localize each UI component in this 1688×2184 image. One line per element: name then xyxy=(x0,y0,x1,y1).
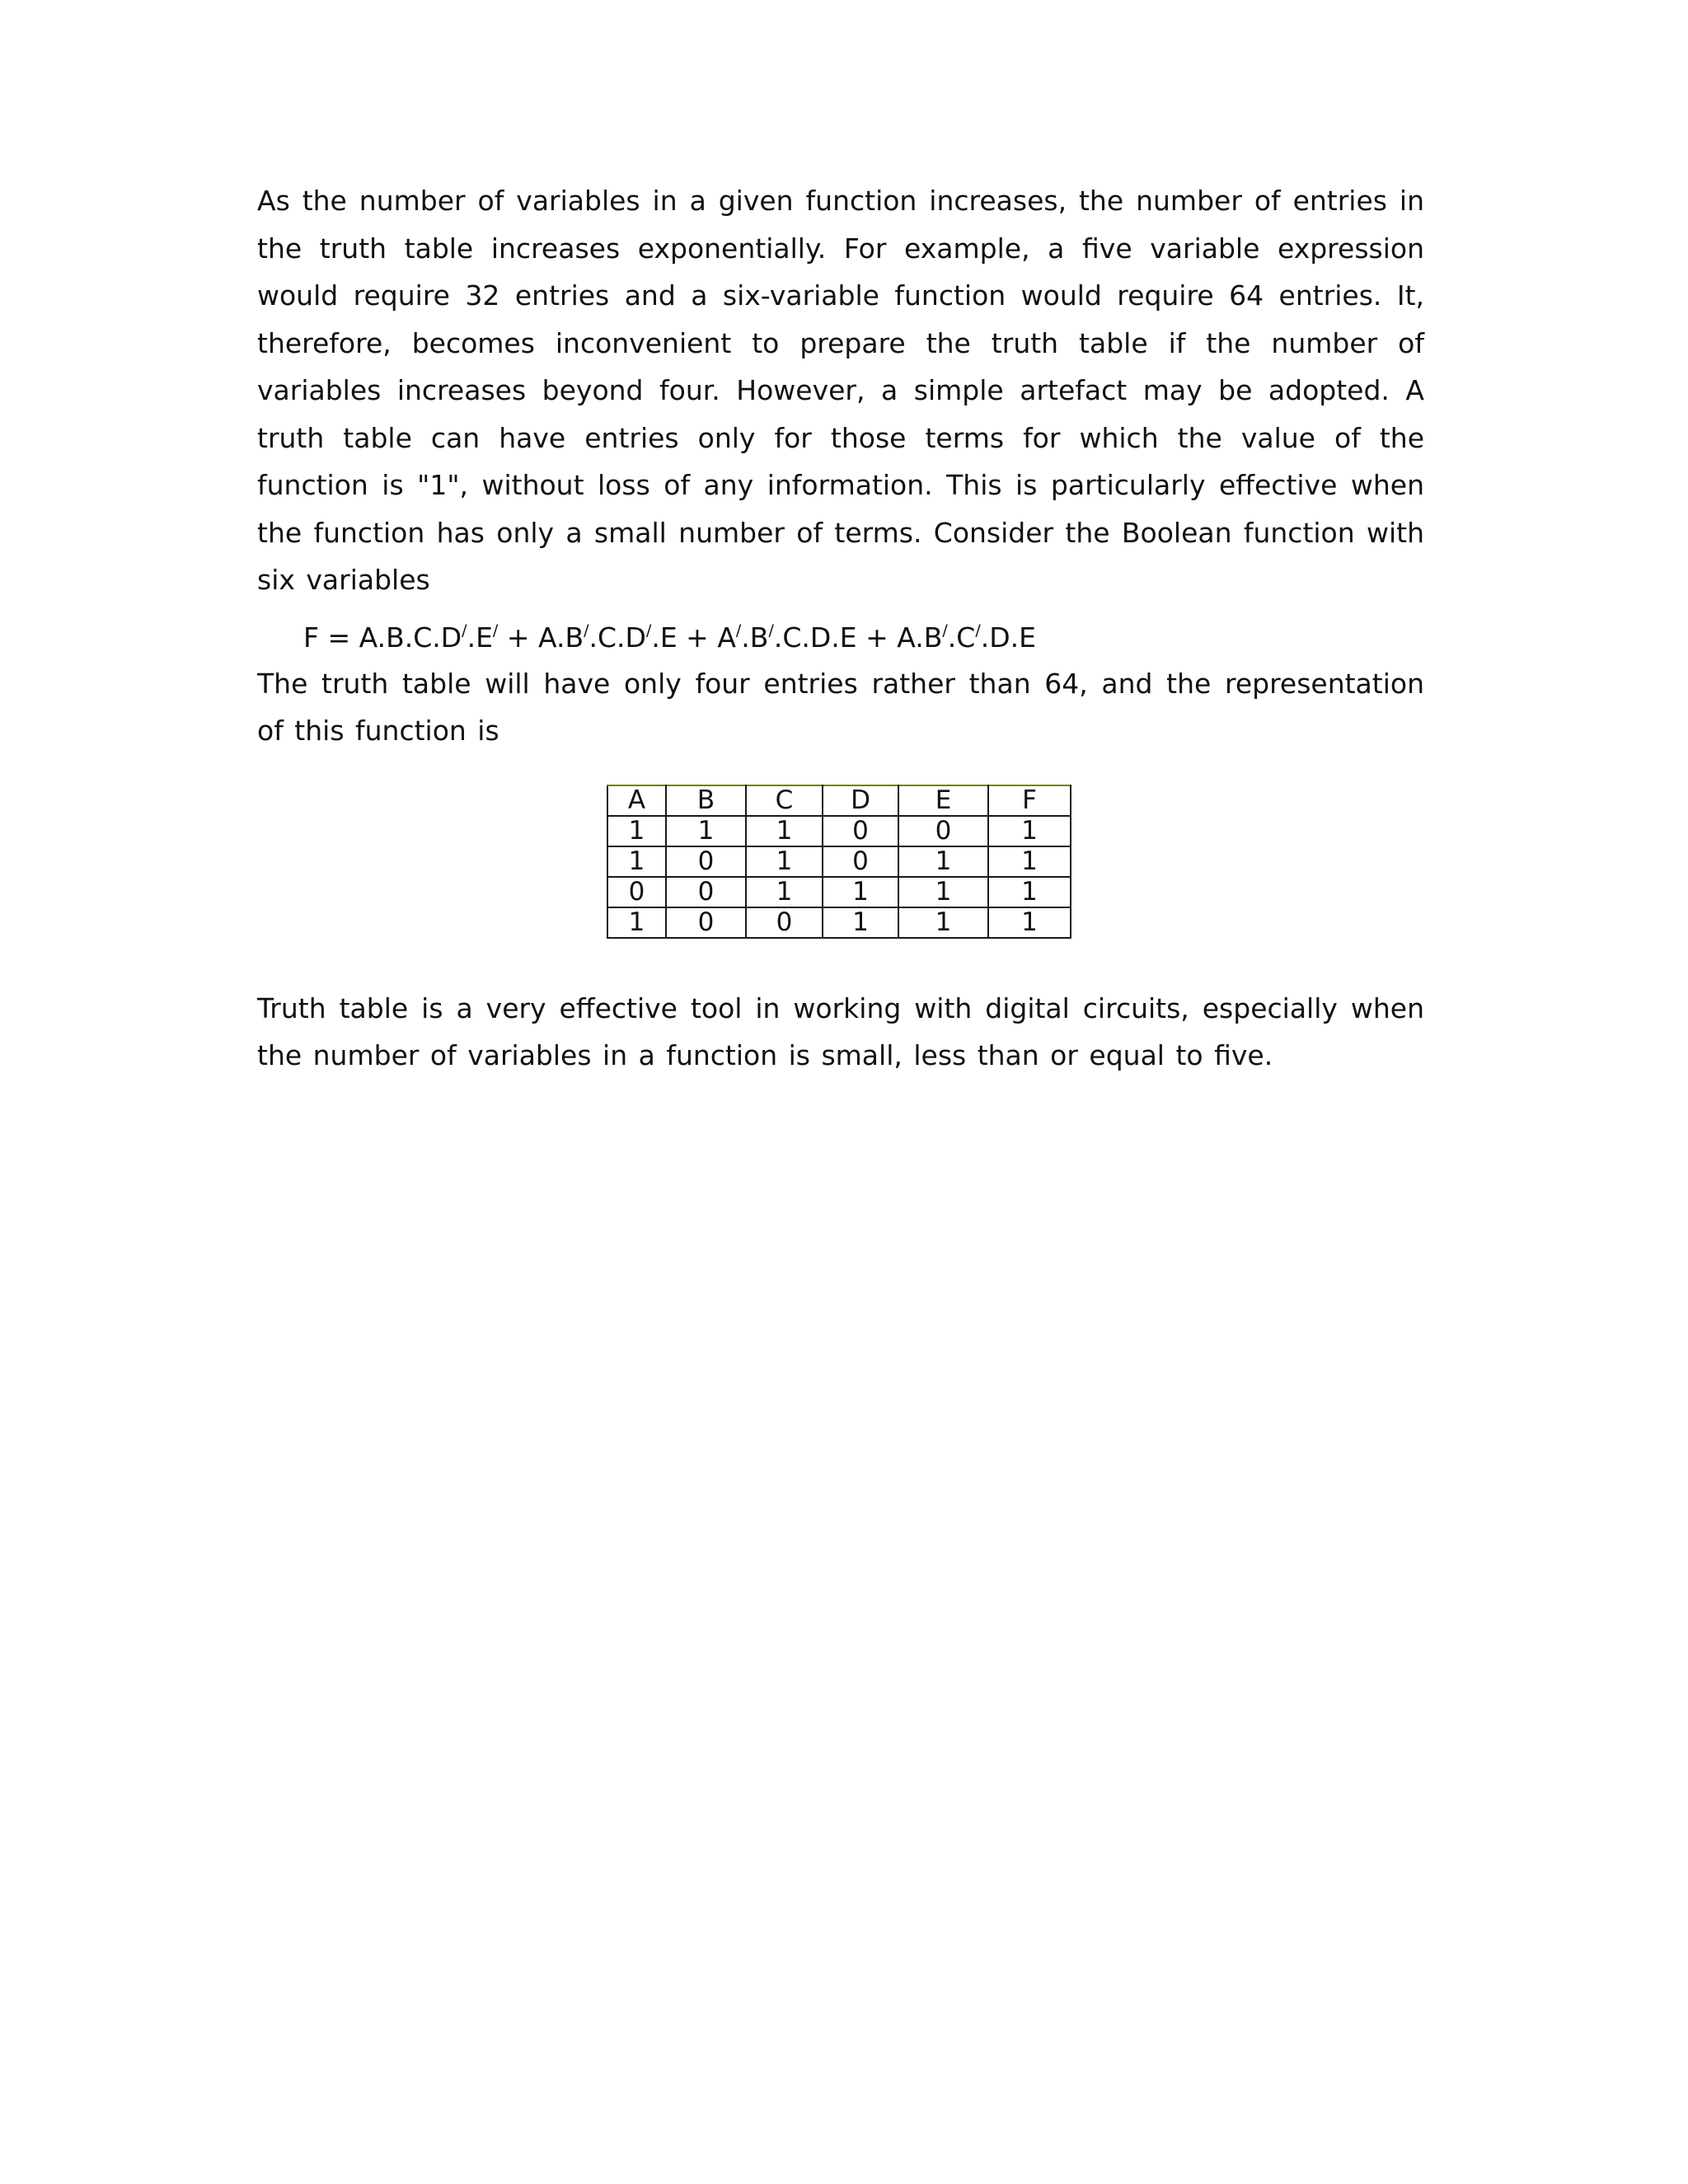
header-cell-c: C xyxy=(746,785,823,816)
complement-mark: / xyxy=(768,621,774,640)
table-cell: 1 xyxy=(898,846,988,877)
formula-term: .C.D.E + A.B xyxy=(773,621,943,654)
formula-term: F = A.B.C.D xyxy=(303,621,462,654)
table-cell: 0 xyxy=(666,846,746,877)
table-cell: 1 xyxy=(988,846,1071,877)
table-cell: 0 xyxy=(823,846,898,877)
formula-term: .D.E xyxy=(980,621,1036,654)
table-cell: 1 xyxy=(823,907,898,938)
table-intro-paragraph: The truth table will have only four entries rather than 64, and the representation of this function is xyxy=(257,667,1424,747)
formula-term: + A.B xyxy=(498,621,584,654)
table-cell: 0 xyxy=(607,877,666,907)
table-cell: 1 xyxy=(607,816,666,846)
header-cell-f: F xyxy=(988,785,1071,816)
formula-term: .E xyxy=(467,621,493,654)
header-cell-a: A xyxy=(607,785,666,816)
header-cell-d: D xyxy=(823,785,898,816)
complement-mark: / xyxy=(462,621,467,640)
formula-term: .C xyxy=(947,621,976,654)
formula-term: .C.D xyxy=(588,621,646,654)
header-cell-b: B xyxy=(666,785,746,816)
table-cell: 1 xyxy=(746,877,823,907)
complement-mark: / xyxy=(584,621,589,640)
table-row xyxy=(607,907,1071,938)
formula-term: .E + A xyxy=(651,621,736,654)
intro-paragraph: As the number of variables in a given function increases, the number of entries in the truth table increases exponentially. For example, a five variable expression would require 32 entries and a six-variable function would require 64 entries. It, therefore, becomes inconvenient to prepare the truth table if the number of variables increases beyond four. However, a simple artefact may be adopted. A truth table can have entries only for those terms for which the value of the function is "1", without loss of any information. This is particularly effective when the function has only a small number of terms. Consider the Boolean function with six variables xyxy=(257,185,1424,596)
table-cell: 0 xyxy=(746,907,823,938)
complement-mark: / xyxy=(645,621,652,640)
table-cell: 0 xyxy=(898,816,988,846)
table-cell: 1 xyxy=(988,877,1071,907)
table-cell: 1 xyxy=(746,846,823,877)
table-cell: 1 xyxy=(607,846,666,877)
header-cell-e: E xyxy=(898,785,988,816)
boolean-formula xyxy=(303,614,1424,661)
complement-mark: / xyxy=(492,621,499,640)
complement-mark: / xyxy=(942,621,948,640)
table-cell: 1 xyxy=(898,907,988,938)
table-cell: 1 xyxy=(607,907,666,938)
table-cell: 0 xyxy=(823,816,898,846)
table-cell: 1 xyxy=(746,816,823,846)
table-header-row xyxy=(607,785,1071,816)
table-row xyxy=(607,877,1071,907)
formula-term: .B xyxy=(741,621,769,654)
closing-paragraph: Truth table is a very effective tool in working with digital circuits, especially when the number of variables in a function is small, less than or equal to five. xyxy=(257,991,1424,1071)
table-row xyxy=(607,846,1071,877)
table-cell: 1 xyxy=(823,877,898,907)
table-cell: 0 xyxy=(666,907,746,938)
complement-mark: / xyxy=(975,621,981,640)
complement-mark: / xyxy=(735,621,742,640)
table-cell: 1 xyxy=(988,816,1071,846)
table-row xyxy=(607,816,1071,846)
document-page xyxy=(257,177,1424,1080)
table-cell: 1 xyxy=(898,877,988,907)
table-cell: 1 xyxy=(988,907,1071,938)
table-cell: 1 xyxy=(666,816,746,846)
truth-table xyxy=(607,785,1071,939)
table-cell: 0 xyxy=(666,877,746,907)
